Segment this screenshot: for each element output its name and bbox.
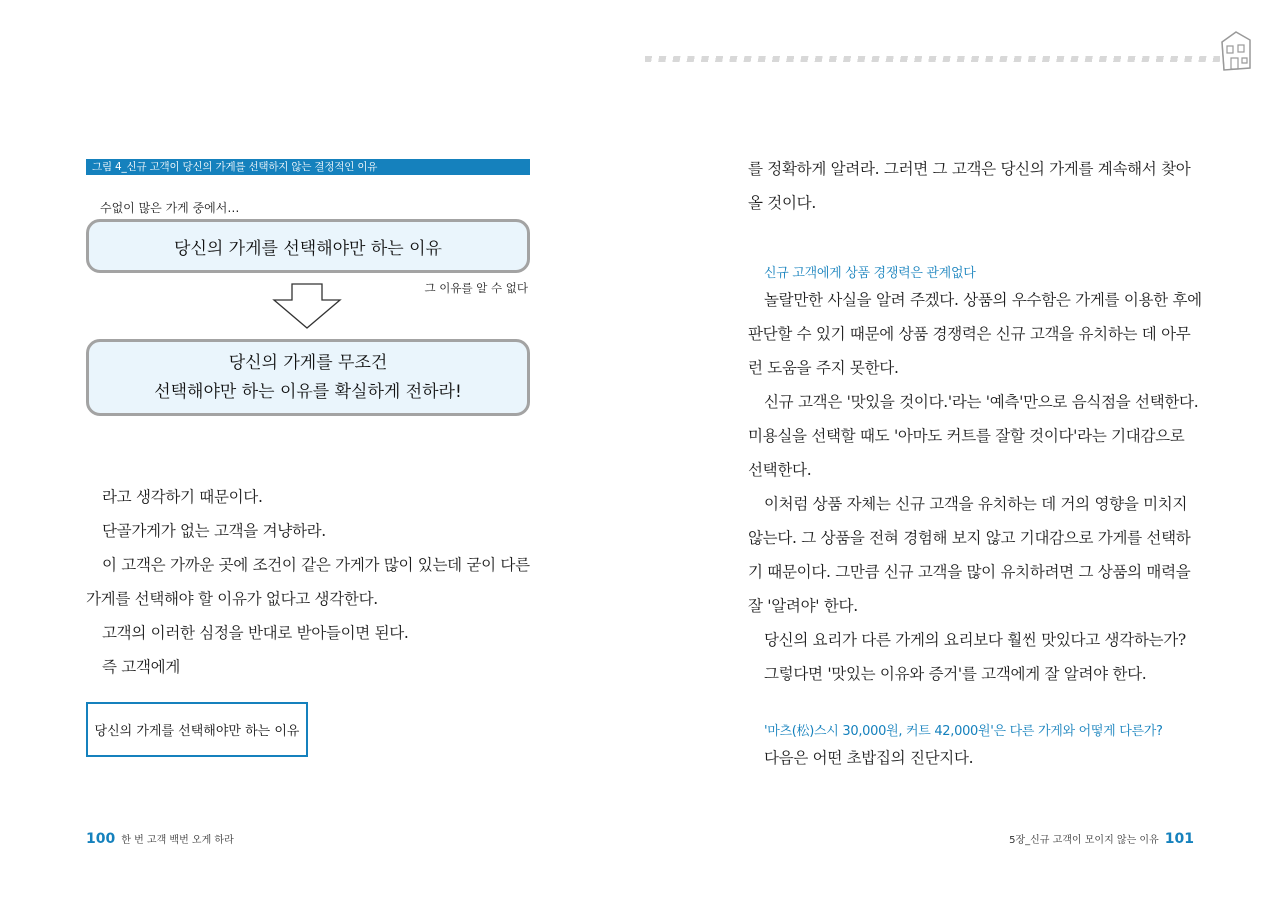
page-number: 100 [86,831,116,847]
house-sketch-icon [1216,28,1256,74]
figure-box-conclusion-line2: 선택해야만 하는 이유를 확실하게 전하라! [154,381,462,402]
body-line: 즉 고객에게 [102,658,180,676]
section-subheading: 신규 고객에게 상품 경쟁력은 관계없다 [764,266,976,281]
decorative-dashed-line [645,56,1220,62]
figure-lead-text: 수없이 많은 가게 중에서… [100,201,240,215]
down-arrow-icon [272,283,342,329]
body-line: 라고 생각하기 때문이다. [102,488,263,506]
page-number: 101 [1164,831,1194,847]
page-footer-left [86,831,234,847]
body-line: 판단할 수 있기 때문에 상품 경쟁력은 신규 고객을 유치하는 데 아무 [748,325,1191,343]
figure-box-reason-text: 당신의 가게를 선택해야만 하는 이유 [174,238,442,259]
body-line: 당신의 요리가 다른 가게의 요리보다 훨씬 맛있다고 생각하는가? [764,631,1186,649]
right-body-text [748,283,1202,691]
right-body-text-2 [748,741,1194,775]
body-line: 미용실을 선택할 때도 '아마도 커트를 잘할 것이다'라는 기대감으로 [748,427,1185,445]
callout-text: 당신의 가게를 선택해야만 하는 이유 [94,724,300,739]
body-line: 를 정확하게 알려라. 그러면 그 고객은 당신의 가게를 계속해서 찾아 [748,160,1191,178]
body-line: 잘 '알려야' 한다. [748,597,858,615]
body-line: 선택한다. [748,461,812,479]
figure-caption: 그림 4_신규 고객이 당신의 가게를 선택하지 않는 결정적인 이유 [86,159,530,175]
right-continuation-text [748,152,1194,220]
body-line: 가게를 선택해야 할 이유가 없다고 생각한다. [86,590,378,608]
body-line: 올 것이다. [748,194,816,212]
body-line: 단골가게가 없는 고객을 겨냥하라. [102,522,326,540]
body-line: 신규 고객은 '맛있을 것이다.'라는 '예측'만으로 음식점을 선택한다. [764,393,1199,411]
section-subheading: '마츠(松)스시 30,000원, 커트 42,000원'은 다른 가게와 어떻게 다른가? [764,724,1163,739]
callout-box [86,702,308,757]
body-line: 놀랄만한 사실을 알려 주겠다. 상품의 우수함은 가게를 이용한 후에 [764,291,1202,309]
left-body-text [86,480,530,684]
page-footer-right [1009,831,1194,847]
figure-side-note: 그 이유를 알 수 없다 [424,281,528,295]
body-line: 그렇다면 '맛있는 이유와 증거'를 고객에게 잘 알려야 한다. [764,665,1147,683]
body-line: 런 도움을 주지 못한다. [748,359,899,377]
body-line: 다음은 어떤 초밥집의 진단지다. [764,749,974,767]
body-line: 이 고객은 가까운 곳에 조건이 같은 가게가 많이 있는데 굳이 다른 [102,556,530,574]
body-line: 않는다. 그 상품을 전혀 경험해 보지 않고 기대감으로 가게를 선택하 [748,529,1191,547]
figure-box-conclusion-line1: 당신의 가게를 무조건 [228,352,388,373]
chapter-title: 5장_신규 고객이 모이지 않는 이유 [1009,835,1159,846]
body-line: 기 때문이다. 그만큼 신규 고객을 많이 유치하려면 그 상품의 매력을 [748,563,1191,581]
body-line: 이처럼 상품 자체는 신규 고객을 유치하는 데 거의 영향을 미치지 [764,495,1188,513]
book-title: 한 번 고객 백번 오게 하라 [121,835,234,846]
figure-box-reason [86,219,530,273]
body-line: 고객의 이러한 심정을 반대로 받아들이면 된다. [102,624,409,642]
figure-box-conclusion [86,339,530,416]
